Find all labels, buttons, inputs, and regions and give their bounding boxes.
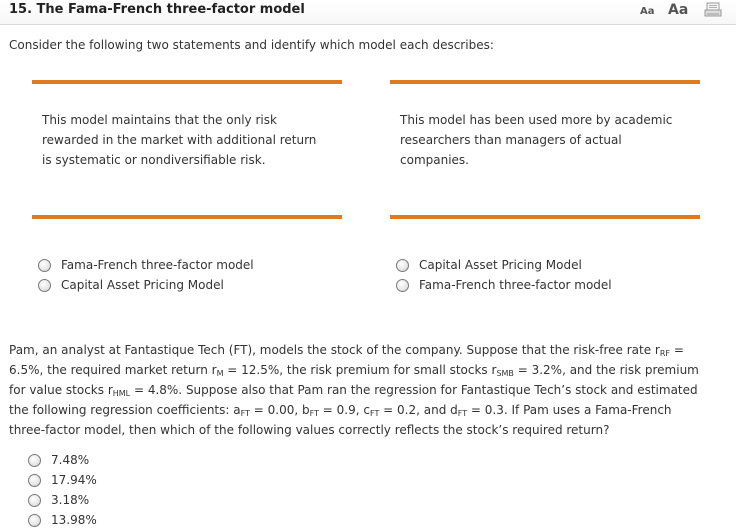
radio-button[interactable] [28, 454, 41, 467]
option-label: Fama-French three-factor model [61, 258, 254, 272]
answer-option[interactable] [28, 470, 97, 490]
answer-option[interactable] [28, 450, 97, 470]
problem-line: three-factor model, then which of the following values correctly reflects the stock’s required return? [9, 423, 610, 437]
statement-1 [32, 80, 342, 170]
statement-line: rewarded in the market with additional return [42, 133, 317, 147]
divider [32, 80, 342, 84]
statement-line: is systematic or nondiversifiable risk. [42, 153, 266, 167]
problem-line: the following regression coefficients: $a_{FT} = 0.00$, $b_{FT} = 0.9$, $c_{FT} = 0.2$, and $d_{FT} = 0.3$. If Pam uses a Fama-French [9, 403, 672, 418]
radio-button[interactable] [28, 494, 41, 507]
option-label: Capital Asset Pricing Model [419, 258, 582, 272]
divider [390, 215, 700, 219]
radio-button[interactable] [28, 514, 41, 527]
increase-font-button[interactable]: Aa [668, 2, 689, 18]
answer-option[interactable] [28, 490, 97, 510]
option-label: Capital Asset Pricing Model [61, 278, 224, 292]
print-icon[interactable] [704, 2, 722, 18]
option-label: Fama-French three-factor model [419, 278, 612, 292]
radio-button[interactable] [396, 259, 409, 272]
radio-button[interactable] [38, 279, 51, 292]
divider [390, 80, 700, 84]
question-header [0, 0, 736, 25]
radio-option[interactable] [38, 275, 254, 295]
answer-label: 3.18% [51, 493, 90, 507]
problem-line: 6.5%, the required market return $r_M = 12.5\%$, the risk premium for small stocks $r_{SMB} = 3.2\%$, and the risk premium [9, 363, 699, 378]
radio-button[interactable] [38, 259, 51, 272]
divider [32, 215, 342, 219]
problem-line: for value stocks $r_{HML} = 4.8\%$. Suppose also that Pam ran the regression for Fantastique Tech’s stock and estimated [9, 383, 698, 398]
statement-2-text [390, 110, 700, 170]
decrease-font-button[interactable]: Aa [640, 6, 655, 17]
statement-line: This model maintains that the only risk [42, 113, 277, 127]
answer-label: 17.94% [51, 473, 97, 487]
statement-1-options [38, 255, 254, 295]
problem-text [9, 340, 725, 440]
answer-choices [28, 450, 97, 530]
answer-label: 7.48% [51, 453, 90, 467]
statement-2-options [396, 255, 612, 295]
problem-line: Pam, an analyst at Fantastique Tech (FT), models the stock of the company. Suppose that the risk-free rate $r_{RF}$ = [9, 343, 684, 358]
radio-option[interactable] [38, 255, 254, 275]
statement-1-text [32, 110, 342, 170]
radio-button[interactable] [396, 279, 409, 292]
radio-button[interactable] [28, 474, 41, 487]
statement-line: This model has been used more by academic [400, 113, 673, 127]
instructions: Consider the following two statements and identify which model each describes: [9, 38, 494, 52]
question-title: 15. The Fama-French three-factor model [9, 2, 305, 17]
statement-line: researchers than managers of actual [400, 133, 622, 147]
statement-line: companies. [400, 153, 469, 167]
answer-option[interactable] [28, 510, 97, 530]
statement-2 [390, 80, 700, 170]
answer-label: 13.98% [51, 513, 97, 527]
radio-option[interactable] [396, 255, 612, 275]
radio-option[interactable] [396, 275, 612, 295]
